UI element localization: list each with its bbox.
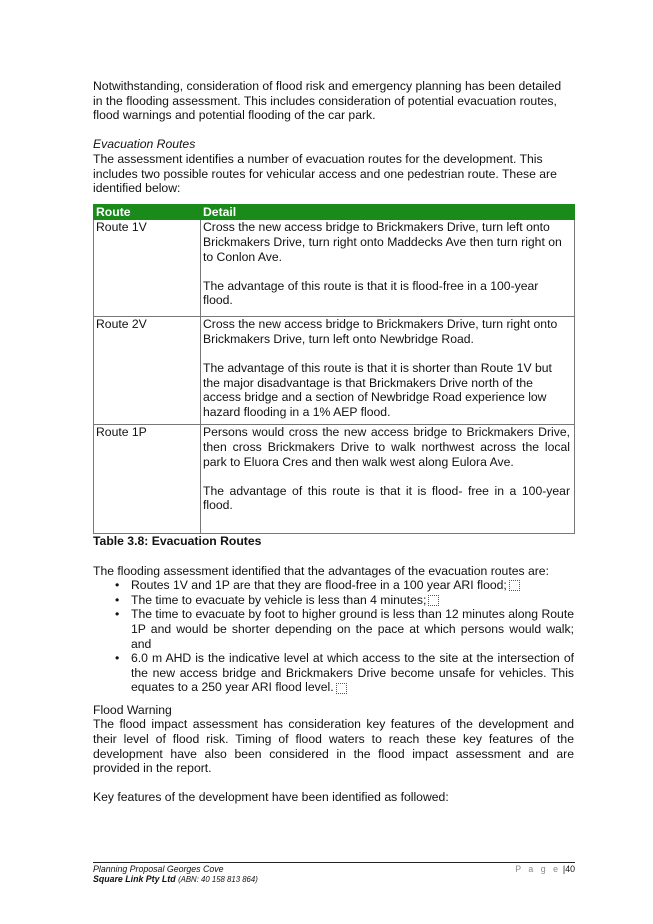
bullet-icon: • bbox=[115, 651, 120, 666]
route-cell: Route 1V bbox=[94, 220, 201, 317]
evacuation-routes-table bbox=[93, 204, 575, 535]
list-item: • The time to evacuate by foot to higher ground is less than 12 minutes along Route 1P and would be shorter depending on the pace at which persons would walk; and bbox=[115, 607, 574, 651]
evacuation-paragraph: The assessment identifies a number of evacuation routes for the development. This includes two possible routes for vehicular access and one pedestrian route. These are identified below: bbox=[93, 151, 557, 196]
bullet-icon: • bbox=[115, 607, 120, 622]
footer-page-number: |40 bbox=[562, 864, 575, 874]
footer-proposal: Planning Proposal Georges Cove bbox=[93, 864, 224, 874]
flood-warning-paragraph: The flood impact assessment has consideration key features of the development and their level of flood risk. Timing of flood waters to reach these key features of the development have also been considered in the flood impact assessment and are provided in the report. bbox=[93, 717, 574, 776]
intro-paragraph: Notwithstanding, consideration of flood risk and emergency planning has been detailed in the flooding assessment. This includes consideration of potential evacuation routes, flood warnings and potential flooding of the car park. bbox=[93, 79, 562, 123]
list-item: • Routes 1V and 1P are that they are flood-free in a 100 year ARI flood; bbox=[131, 578, 574, 593]
route-detail: Cross the new access bridge to Brickmakers Drive, turn right onto Brickmakers Drive, turn left onto Newbridge Road. bbox=[203, 317, 558, 346]
table-header-row bbox=[94, 204, 575, 220]
evacuation-heading: Evacuation Routes bbox=[93, 137, 196, 152]
sep-marker-icon bbox=[509, 580, 520, 591]
flood-warning-heading: Flood Warning bbox=[93, 702, 172, 717]
header-detail: Detail bbox=[201, 204, 575, 220]
page-footer bbox=[93, 862, 575, 885]
advantages-intro: The flooding assessment identified that the advantages of the evacuation routes are: bbox=[93, 563, 549, 578]
footer-abn: (ABN: 40 158 813 864) bbox=[178, 875, 258, 884]
route-detail: Persons would cross the new access bridge to Brickmakers Drive, then cross Brickmakers Drive to walk northwest across the local park to Eluora Cres and then walk west along Eulora Ave. bbox=[203, 425, 570, 469]
detail-cell bbox=[201, 317, 575, 425]
table-row bbox=[94, 425, 575, 534]
route-advantage: The advantage of this route is that it is shorter than Route 1V but the major disadvantage is that Brickmakers Drive north of the access bridge and a section of Newbridge Road experience low hazard flooding in a 1% AEP flood. bbox=[203, 361, 552, 419]
document-page bbox=[93, 79, 574, 805]
sep-marker-icon bbox=[428, 595, 439, 606]
route-cell: Route 2V bbox=[94, 317, 201, 425]
footer-company: Square Link Pty Ltd bbox=[93, 874, 176, 884]
table-caption: Table 3.8: Evacuation Routes bbox=[93, 534, 262, 549]
sep-marker-icon bbox=[336, 683, 347, 694]
bullet-icon: • bbox=[115, 592, 120, 607]
advantages-list bbox=[93, 578, 574, 695]
route-advantage: The advantage of this route is that it is flood-free in a 100-year flood. bbox=[203, 278, 539, 308]
route-detail: Cross the new access bridge to Brickmakers Drive, turn left onto Brickmakers Drive, turn right onto Maddecks Ave then turn right on to Conlon Ave. bbox=[203, 220, 562, 264]
table-row bbox=[94, 220, 575, 317]
route-advantage: The advantage of this route is that it is flood- free in a 100-year flood. bbox=[203, 483, 570, 513]
footer-page bbox=[515, 864, 575, 874]
header-route: Route bbox=[94, 204, 201, 220]
key-features-paragraph: Key features of the development have been identified as followed: bbox=[93, 790, 449, 805]
route-cell: Route 1P bbox=[94, 425, 201, 534]
detail-cell bbox=[201, 425, 575, 534]
list-item: • The time to evacuate by vehicle is less than 4 minutes; bbox=[131, 593, 574, 608]
bullet-icon: • bbox=[115, 578, 120, 593]
table-row bbox=[94, 317, 575, 425]
footer-page-label: P a g e bbox=[515, 864, 561, 874]
list-item: • 6.0 m AHD is the indicative level at which access to the site at the intersection of the new access bridge and Brickmakers Drive become unsafe for vehicles. This equates to a 250 year ARI flood level. bbox=[115, 651, 574, 695]
detail-cell bbox=[201, 220, 575, 317]
